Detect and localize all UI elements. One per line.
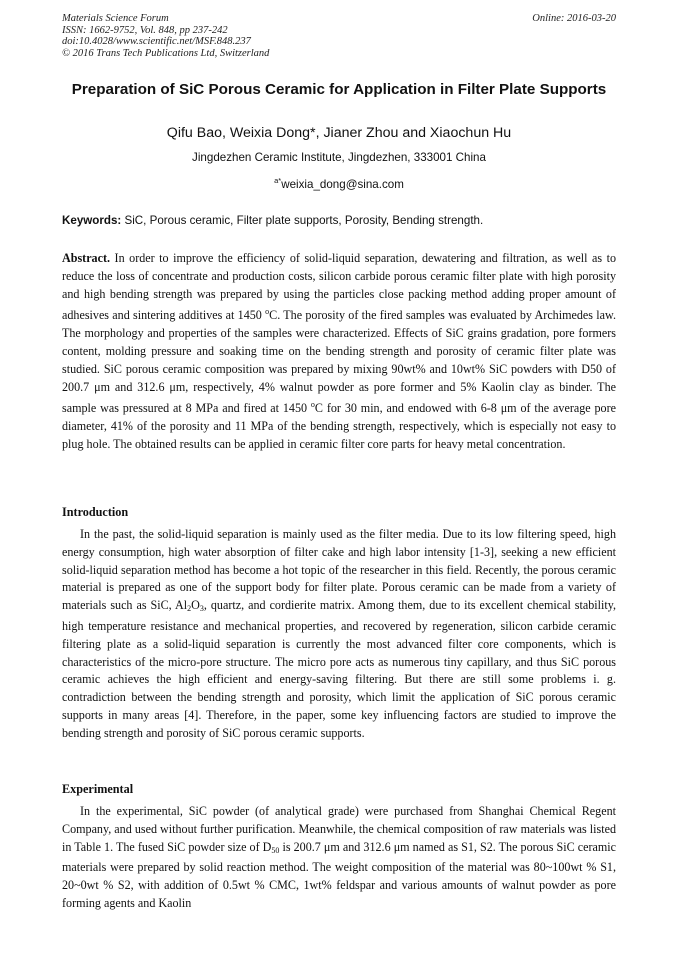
email-marker: a* xyxy=(274,176,282,185)
subscript: 2 xyxy=(187,604,192,614)
paper-affiliation: Jingdezhen Ceramic Institute, Jingdezhen, 333001 China xyxy=(192,151,486,164)
exp-text-2: is 200.7 μm and 312.6 μm named as S1, S2. The porous SiC ceramic materials were prepared by solid reaction method. The weight composition of the material was 80~100wt % S1, 20~0wt % S2, with addition of 0.5wt % CMC, 1wt% feldspar and various amounts of walnut powder as pore forming agents and Kaolin xyxy=(62,839,617,910)
intro-text-3: , quartz, and cordierite matrix. Among them, due to its excellent chemical stability, high temperature resistance and mechanical properties, and recovered by regeneration, silicon carbide ceramic filtering plate as a solid-liquid separation is currently the most advanced filter core components, which is characteristics of the micro-pore structure. The micro pore acts as numerous tiny capillary, and thus SiC porous ceramic achieves the high efficient and energy-saving filtering. But there are still some problems i. g. contradiction between the bending strength and porosity, which limit the application of SiC porous ceramic supports in many areas [4]. Therefore, in the paper, some key influencing factors are studied to improve the bending strength and porosity of SiC porous ceramic supports. xyxy=(62,598,617,740)
abstract-text-3: C for 30 min, and endowed with 6-8 μm of the average pore diameter, 41% of the porosity and 11 MPa of the bending strength, respectively, which is especially not easy to plug hole. The obtained results can be applied in ceramic filter core parts for heavy metal concentration. xyxy=(62,401,616,451)
journal-issn: ISSN: 1662-9752, Vol. 848, pp 237-242 xyxy=(62,24,228,36)
subscript: 50 xyxy=(271,845,280,855)
subscript: 3 xyxy=(199,604,204,614)
exp-text-1: In the experimental, SiC powder (of analytical grade) were purchased from Shanghai Chemical Regent Company, and used without further purification. Meanwhile, the chemical composition of raw materials was listed in Table 1. The fused SiC powder size of D xyxy=(62,804,616,854)
intro-text-1: In the past, the solid-liquid separation is mainly used as the filter media. Due to its low filtering speed, high energy consumption, high water absorption of filter cake and high labor intensity [1-3], seeking a new efficient solid-liquid separation method has become a hot topic of the researcher in this field. Recently, the porous ceramic material is prepared as one of the support body for filter plate. Porous ceramic can be made from a variety of materials such as SiC, Al xyxy=(62,527,616,613)
corresponding-email xyxy=(62,174,616,192)
paper-authors: Qifu Bao, Weixia Dong*, Jianer Zhou and Xiaochun Hu xyxy=(166,125,512,141)
section-heading-experimental: Experimental xyxy=(62,782,134,796)
degree-mark: o xyxy=(310,400,315,410)
abstract xyxy=(62,250,616,454)
section-heading-introduction: Introduction xyxy=(62,505,129,519)
paper-title: Preparation of SiC Porous Ceramic for Application in Filter Plate Supports xyxy=(71,81,607,98)
introduction-paragraph xyxy=(62,526,616,743)
keywords-text: SiC, Porous ceramic, Filter plate supports, Porosity, Bending strength. xyxy=(121,214,484,227)
journal-header xyxy=(62,13,269,59)
abstract-text-1: In order to improve the efficiency of solid-liquid separation, dewatering and filtration, as well as to reduce the loss of concentrate and production costs, silicon carbide porous ceramic filter plate with high porosity and high bending strength was prepared by using the particles close packing method adding proper amount of adhesives and sintering additives at 1450 xyxy=(62,251,616,323)
email-address[interactable]: weixia_dong@sina.com xyxy=(281,178,404,191)
degree-mark: o xyxy=(265,307,270,317)
experimental-paragraph xyxy=(62,803,616,913)
journal-name: Materials Science Forum xyxy=(62,13,169,24)
journal-doi[interactable]: doi:10.4028/www.scientific.net/MSF.848.237 xyxy=(62,36,251,48)
journal-copyright: © 2016 Trans Tech Publications Ltd, Switzerland xyxy=(62,47,270,59)
intro-text-2: O xyxy=(191,598,200,613)
online-date: Online: 2016-03-20 xyxy=(532,13,616,24)
keywords-label: Keywords: xyxy=(62,214,122,227)
abstract-text-2: C. The porosity of the fired samples was evaluated by Archimedes law. The morphology and properties of the samples were characterized. Effects of SiC grains gradation, pore formers content, molding pressure and soaking time on the bending strength and porosity of ceramic filter plate was studied. SiC porous ceramic composition was prepared by mixing 90wt% and 10wt% SiC powders with D50 of 200.7 μm and 312.6 μm, respectively, 4% walnut powder as pore former and 5% Kaolin clay as binder. The sample was pressured at 8 MPa and fired at 1450 xyxy=(62,308,616,416)
abstract-label: Abstract. xyxy=(62,251,111,265)
keywords xyxy=(62,214,616,228)
